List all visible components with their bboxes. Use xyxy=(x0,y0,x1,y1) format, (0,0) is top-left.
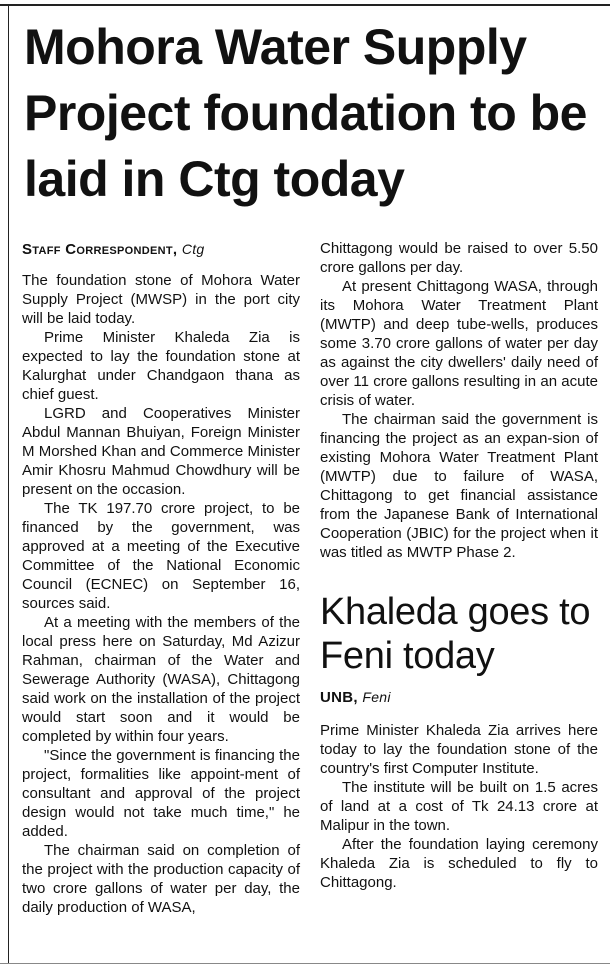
story2-headline: Khaleda goes to Feni today xyxy=(320,591,591,677)
story1-continued-paragraph-3: The chairman said the government is financing the project as an expan-sion of existing Mohora Water Treatment Plant (MWTP) due to failure of WASA, Chittagong to get financial assistance from the Japanese Bank of International Cooperation (JBIC) for the project when it was titled as MWTP Phase 2. xyxy=(320,411,598,561)
main-headline: Mohora Water Supply Project foundation to be laid in Ctg today xyxy=(24,19,587,207)
bottom-rule xyxy=(0,963,610,964)
story1-column-left xyxy=(22,240,300,917)
story2-byline-author: UNB, xyxy=(320,689,358,706)
story1-column-right xyxy=(320,239,598,892)
story1-byline-author: Staff Correspondent, xyxy=(22,241,178,258)
story1-continued-paragraph-1: Chittagong would be raised to over 5.50 crore gallons per day. xyxy=(320,240,598,276)
story1-byline xyxy=(22,240,300,259)
story2-byline-place: Feni xyxy=(362,689,391,705)
story1-paragraph-6: "Since the government is financing the project, formalities like appoint-ment of consultant and approval of the project design would not take much time," he added. xyxy=(22,747,300,840)
story2-paragraph-2: The institute will be built on 1.5 acres of land at a cost of Tk 24.13 crore at Malipur in the town. xyxy=(320,779,598,834)
top-rule xyxy=(0,4,610,6)
story1-continued-paragraph-2: At present Chittagong WASA, through its Mohora Water Treatment Plant (MWTP) and deep tube-wells, produces some 3.70 crore gallons of water per day as against the city dwellers' daily need of over 11 crore gallons resulting in an acute crisis of water. xyxy=(320,278,598,409)
story1-paragraph-3: LGRD and Cooperatives Minister Abdul Mannan Bhuiyan, Foreign Minister M Morshed Khan and Commerce Minister Amir Khosru Mahmud Chowdhury will be present on the occasion. xyxy=(22,405,300,498)
left-rule xyxy=(8,4,9,964)
story1-paragraph-1: The foundation stone of Mohora Water Supply Project (MWSP) in the port city will be laid today. xyxy=(22,272,300,327)
story2-byline xyxy=(320,688,598,707)
story1-paragraph-4: The TK 197.70 crore project, to be financed by the government, was approved at a meeting of the Executive Committee of the National Economic Council (ECNEC) on September 16, sources said. xyxy=(22,500,300,612)
story1-paragraph-7: The chairman said on completion of the project with the production capacity of two crore gallons of water per day, the daily production of WASA, xyxy=(22,842,300,916)
story1-paragraph-2: Prime Minister Khaleda Zia is expected to lay the foundation stone at Kalurghat under Chandgaon thana as chief guest. xyxy=(22,329,300,403)
story2-paragraph-1: Prime Minister Khaleda Zia arrives here today to lay the foundation stone of the country's first Computer Institute. xyxy=(320,722,598,777)
story1-paragraph-5: At a meeting with the members of the local press here on Saturday, Md Azizur Rahman, chairman of the Water and Sewerage Authority (WASA), Chittagong said work on the installation of the project would start soon and it would be completed by within four years. xyxy=(22,614,300,745)
story1-byline-place: Ctg xyxy=(181,241,205,257)
story2-paragraph-3: After the foundation laying ceremony Khaleda Zia is scheduled to fly to Chittagong. xyxy=(320,836,598,891)
